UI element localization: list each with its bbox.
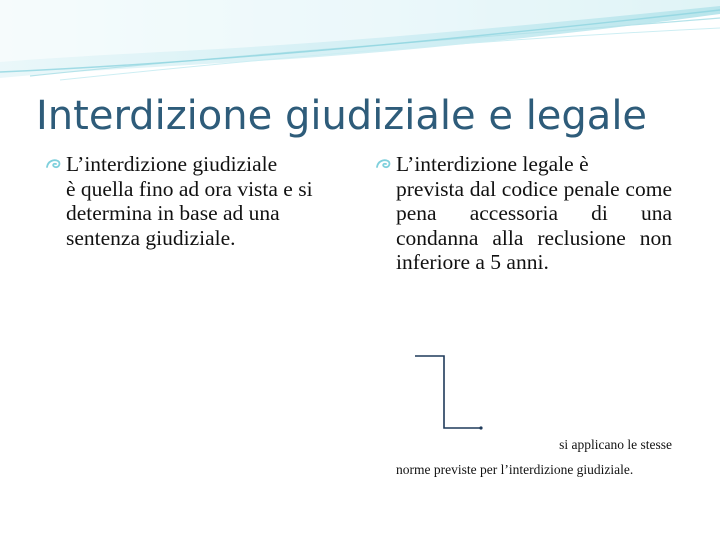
right-bullet-body: prevista dal codice penale come pena accessoria di una condanna alla reclusione non inferiore a 5 anni. [396,176,672,274]
left-column [46,152,344,250]
right-bullet-first-line: L’interdizione legale è [396,152,589,176]
slide-title: Interdizione giudiziale e legale [36,93,648,139]
note-text [396,432,672,482]
left-bullet-line [46,152,344,177]
left-bullet-body: è quella fino ad ora vista e si determina in base ad una sentenza giudiziale. [66,176,313,250]
curl-bullet-icon [46,157,62,171]
left-bullet-first-line: L’interdizione giudiziale [66,152,278,176]
note-first-line: si applicano le stesse [559,437,672,452]
header-wave-decoration [0,0,720,90]
note-rest: norme previste per l’interdizione giudiziale. [396,462,634,477]
right-bullet-line [376,152,672,177]
curl-bullet-icon [376,157,392,171]
right-column [376,152,672,275]
